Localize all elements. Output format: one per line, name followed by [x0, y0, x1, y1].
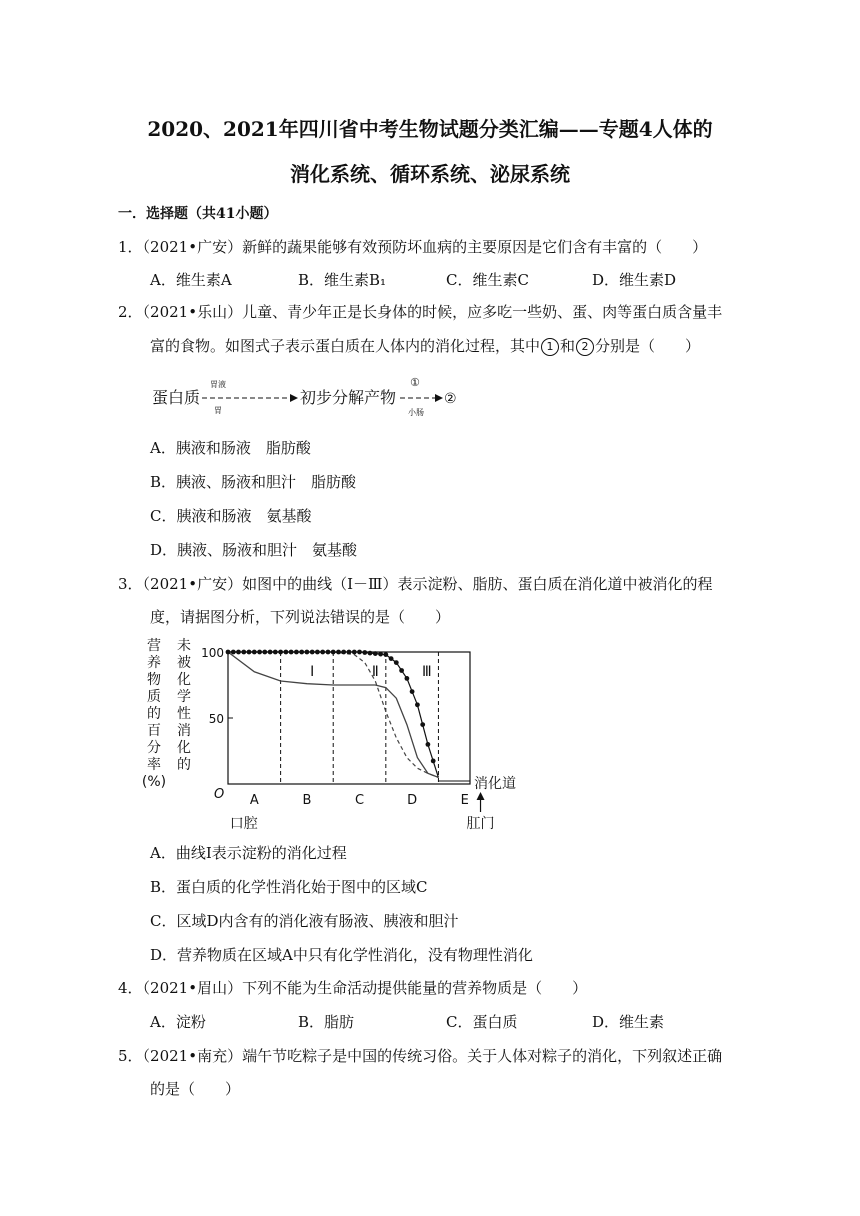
curve-III-point	[410, 689, 415, 694]
curve-III-point	[399, 668, 404, 673]
curve-III-point	[262, 650, 267, 655]
circled-mark-1: 1	[541, 338, 559, 356]
q1-option-a: A．维生素A	[150, 271, 232, 289]
curve-III-point	[241, 650, 246, 655]
curve-III-point	[373, 651, 378, 656]
mouth-label: 口腔	[229, 816, 258, 832]
x-category-label: D	[407, 793, 418, 808]
curve-III-point	[341, 650, 346, 655]
curve-III-point	[389, 656, 394, 661]
q4-option-d: D．维生素	[592, 1013, 665, 1031]
curve-label-I: Ⅰ	[310, 664, 315, 680]
origin-label: O	[214, 787, 225, 802]
curve-III-point	[252, 650, 257, 655]
y-tick-50: 50	[208, 712, 224, 726]
diagram-end-mark: ②	[444, 391, 457, 407]
curve-III-point	[310, 650, 315, 655]
curve-III-point	[231, 650, 236, 655]
curve-III-point	[326, 650, 331, 655]
q1-option-d: D．维生素D	[592, 271, 677, 289]
y-tick-100: 100	[201, 646, 224, 660]
protein-digestion-diagram	[148, 370, 468, 422]
q1-option-b: B．维生素B₁	[298, 271, 387, 289]
curve-III-point	[415, 702, 420, 707]
diagram-stomach-label: 胃	[214, 406, 222, 415]
q3-option-d: D．营养物质在区域A中只有化学性消化，没有物理性消化	[150, 946, 533, 964]
q4-option-c: C．蛋白质	[446, 1013, 518, 1031]
y-axis-label-left-char: (%)	[141, 774, 167, 790]
q3-option-c: C．区域D内含有的消化液有肠液、胰液和胆汁	[150, 912, 459, 930]
y-axis-label-left-char: 物	[147, 672, 161, 688]
y-axis-label-left-char: 率	[147, 757, 161, 773]
diagram-gastric-juice-label: 胃液	[210, 380, 226, 389]
q1-text: 1．（2021•广安）新鲜的蔬果能够有效预防坏血病的主要原因是它们含有丰富的（ ）	[118, 238, 708, 256]
curve-III-point	[284, 650, 289, 655]
q2-option-d: D．胰液、肠液和胆汁 氨基酸	[150, 541, 358, 559]
doc-title-line1: 2020、2021年四川省中考生物试题分类汇编——专题4人体的	[147, 117, 713, 141]
curve-III-point	[236, 650, 241, 655]
curve-III-point	[362, 650, 367, 655]
anus-label: 肛门	[466, 816, 495, 832]
digestion-chart	[140, 634, 540, 834]
q2-option-a: A．胰液和肠液 脂肪酸	[150, 439, 311, 457]
y-axis-label-right-char: 未	[177, 638, 191, 654]
q2-option-c: C．胰液和肠液 氨基酸	[150, 507, 312, 525]
curve-III-point	[320, 650, 325, 655]
y-axis-label-left-char: 质	[147, 689, 161, 705]
q2-line2-text-a: 富的食物。如图式子表示蛋白质在人体内的消化过程，其中	[150, 337, 541, 355]
diagram-start-label: 蛋白质	[152, 388, 201, 407]
curve-III-point	[368, 651, 373, 656]
y-axis-label-right-char: 的	[177, 757, 191, 773]
curve-III-point	[426, 742, 431, 747]
q4-option-b: B．脂肪	[298, 1013, 355, 1031]
curve-III-point	[247, 650, 252, 655]
y-axis-label-right-char: 消	[177, 723, 191, 739]
curve-III-point	[405, 676, 410, 681]
y-axis-label-left-char: 分	[147, 740, 161, 756]
curve-III-point	[278, 650, 283, 655]
x-category-label: E	[460, 793, 469, 808]
diagram-middle-label: 初步分解产物	[300, 388, 397, 407]
q1-option-c: C．维生素C	[446, 271, 529, 289]
y-axis-label-left-char: 的	[147, 706, 161, 722]
curve-III-point	[431, 759, 436, 764]
curve-III-point	[357, 650, 362, 655]
diagram-small-intestine-label: 小肠	[408, 408, 424, 417]
curve-III-point	[420, 722, 425, 727]
curve-III-point	[336, 650, 341, 655]
y-axis-label-left-char: 养	[147, 655, 161, 671]
q3-option-a: A．曲线Ⅰ表示淀粉的消化过程	[150, 844, 347, 862]
diagram-mark-1: ①	[410, 376, 420, 389]
curve-III-point	[289, 650, 294, 655]
curve-III-point	[315, 650, 320, 655]
curve-label-II: Ⅱ	[371, 664, 379, 680]
curve-label-III: Ⅲ	[422, 664, 432, 680]
x-category-label: A	[249, 793, 259, 808]
q3-line1: 3．（2021•广安）如图中的曲线（Ⅰ－Ⅲ）表示淀粉、脂肪、蛋白质在消化道中被消化的程	[118, 575, 713, 593]
curve-III-point	[257, 650, 262, 655]
q5-line2: 的是（ ）	[150, 1080, 241, 1098]
y-axis-label-right-char: 化	[177, 740, 191, 756]
y-axis-label-right-char: 性	[177, 706, 191, 722]
y-axis-label-right-char: 化	[177, 672, 191, 688]
q2-line2-text-b: 分别是（ ）	[595, 337, 701, 355]
curve-III-point	[268, 650, 273, 655]
curve-III-point	[226, 650, 231, 655]
x-category-label: B	[302, 793, 312, 808]
q2-line1: 2．（2021•乐山）儿童、青少年正是长身体的时候，应多吃一些奶、蛋、肉等蛋白质含量丰	[118, 303, 723, 321]
curve-III-point	[331, 650, 336, 655]
y-axis-label-right-char: 被	[177, 655, 191, 671]
q2-line2	[150, 336, 700, 356]
y-axis-label-left-char: 营	[147, 638, 161, 654]
doc-title-line2: 消化系统、循环系统、泌尿系统	[290, 162, 570, 186]
curve-III-point	[299, 650, 304, 655]
q4-text: 4．（2021•眉山）下列不能为生命活动提供能量的营养物质是（ ）	[118, 979, 588, 997]
section-heading: 一．选择题（共41小题）	[118, 206, 278, 222]
x-category-label: C	[354, 793, 365, 808]
curve-III-point	[378, 652, 383, 657]
q5-line1: 5．（2021•南充）端午节吃粽子是中国的传统习俗。关于人体对粽子的消化，下列叙述正确	[118, 1047, 723, 1065]
curve-III-point	[294, 650, 299, 655]
circled-mark-2: 2	[576, 338, 594, 356]
curve-III-point	[394, 660, 399, 665]
curve-III-point	[383, 652, 388, 657]
q3-line2: 度，请据图分析，下列说法错误的是（ ）	[150, 608, 451, 626]
q2-and: 和	[560, 337, 576, 355]
q4-option-a: A．淀粉	[150, 1013, 206, 1031]
y-axis-label-left-char: 百	[147, 723, 161, 739]
curve-III-point	[273, 650, 278, 655]
x-axis-label: 消化道	[474, 776, 516, 792]
curve-III-point	[347, 650, 352, 655]
curve-III-point	[305, 650, 310, 655]
q2-option-b: B．胰液、肠液和胆汁 脂肪酸	[150, 473, 357, 491]
curve-III-point	[352, 650, 357, 655]
anus-arrow-head	[477, 792, 485, 800]
q3-option-b: B．蛋白质的化学性消化始于图中的区域C	[150, 878, 428, 896]
y-axis-label-right-char: 学	[177, 689, 191, 705]
